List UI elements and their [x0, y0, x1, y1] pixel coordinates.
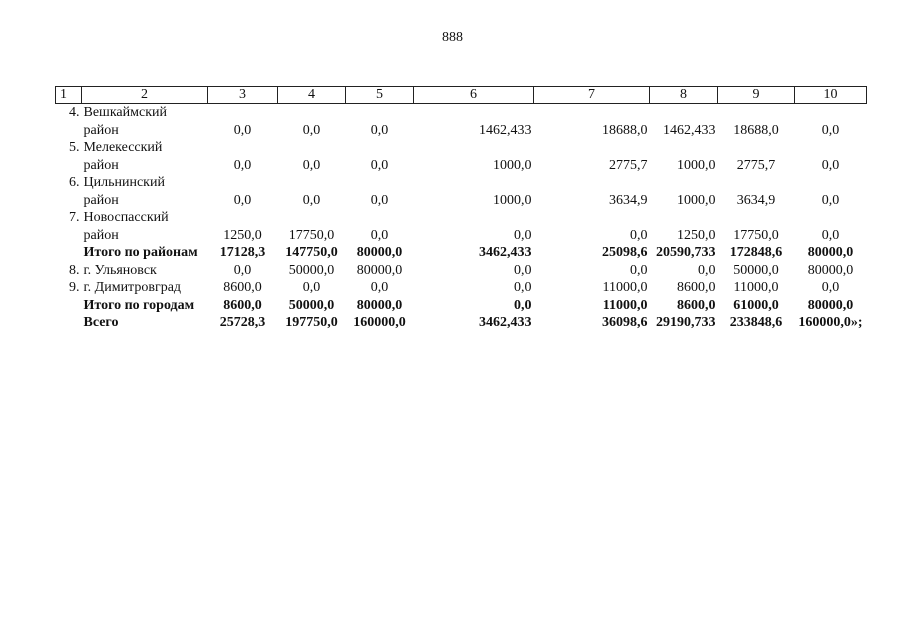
table-row — [56, 279, 867, 297]
value-cell: 8600,0 — [223, 280, 262, 295]
value-cell: 0,0 — [821, 280, 840, 295]
value-cell — [414, 174, 534, 192]
row-number: 4. — [69, 105, 80, 120]
table-row — [56, 174, 867, 192]
value-cell: 0,0 — [233, 262, 252, 278]
value-cell: 20590,733 — [656, 245, 716, 260]
value-cell: 18688,0 — [602, 122, 648, 138]
value-cell: 3634,9 — [609, 192, 648, 208]
page-number: 888 — [442, 30, 463, 45]
value-cell: 80000,0 — [807, 297, 854, 313]
value-cell: 11000,0 — [602, 280, 648, 295]
header-cell: 10 — [795, 87, 867, 104]
table-row — [56, 262, 867, 280]
value-cell — [795, 174, 867, 192]
value-cell: 0,0 — [514, 227, 532, 243]
value-cell — [650, 174, 718, 192]
value-cell — [718, 104, 795, 122]
value-cell: 1000,0 — [677, 157, 716, 173]
value-cell: 29190,733 — [656, 315, 716, 330]
value-cell: 0,0 — [302, 157, 321, 173]
value-cell — [208, 209, 278, 227]
value-cell — [346, 104, 414, 122]
value-cell: 17750,0 — [288, 227, 335, 243]
value-cell: 0,0 — [370, 157, 389, 173]
table-row — [56, 244, 867, 262]
row-number — [56, 122, 82, 140]
value-cell: 0,0 — [821, 157, 840, 173]
value-cell — [650, 104, 718, 122]
value-cell: 17750,0 — [733, 227, 779, 243]
value-cell: 1000,0 — [677, 192, 716, 208]
row-number — [56, 157, 82, 175]
value-cell: 1462,433 — [479, 122, 532, 138]
value-cell: 160000,0»; — [798, 315, 863, 330]
row-number — [56, 227, 82, 245]
row-name: Вешкаймский — [83, 105, 167, 120]
value-cell: 1250,0 — [223, 227, 262, 243]
value-cell: 0,0 — [302, 192, 321, 208]
value-cell — [414, 139, 534, 157]
row-name: Итого по районам — [83, 245, 198, 260]
value-cell: 147750,0 — [285, 245, 338, 260]
value-cell — [718, 139, 795, 157]
value-cell: 233848,6 — [729, 315, 783, 330]
header-cell: 8 — [650, 87, 718, 104]
header-cell: 9 — [718, 87, 795, 104]
header-cell: 3 — [208, 87, 278, 104]
value-cell: 0,0 — [821, 122, 840, 138]
header-cell: 5 — [346, 87, 414, 104]
value-cell: 1000,0 — [493, 157, 532, 173]
row-name: Итого по городам — [83, 297, 195, 313]
value-cell — [718, 209, 795, 227]
row-name: Новоспасский — [83, 210, 169, 225]
value-cell: 25098,6 — [602, 245, 648, 260]
row-number — [56, 314, 82, 332]
value-cell: 11000,0 — [733, 280, 779, 295]
value-cell: 160000,0 — [353, 315, 406, 330]
row-number: 9. — [69, 280, 80, 295]
row-number: 5. — [69, 140, 80, 155]
value-cell — [718, 174, 795, 192]
value-cell: 18688,0 — [733, 122, 779, 138]
row-number: 6. — [69, 175, 80, 190]
value-cell: 0,0 — [630, 227, 648, 243]
value-cell — [650, 139, 718, 157]
row-name: Мелекесский — [83, 140, 163, 155]
value-cell: 80000,0 — [356, 245, 403, 260]
row-name: район — [83, 122, 119, 138]
value-cell: 172848,6 — [729, 245, 783, 260]
value-cell: 0,0 — [370, 227, 389, 243]
table-body — [56, 104, 867, 332]
value-cell — [208, 139, 278, 157]
value-cell: 50000,0 — [288, 297, 335, 313]
value-cell — [278, 104, 346, 122]
table-row — [56, 139, 867, 157]
row-number — [56, 244, 82, 262]
value-cell — [795, 139, 867, 157]
table-row — [56, 297, 867, 315]
header-cell: 4 — [278, 87, 346, 104]
value-cell: 50000,0 — [288, 262, 335, 278]
value-cell: 11000,0 — [602, 297, 648, 313]
value-cell: 0,0 — [821, 227, 840, 243]
table-row — [56, 122, 867, 140]
row-number: 8. — [69, 262, 80, 278]
value-cell: 1250,0 — [677, 227, 716, 243]
value-cell: 3634,9 — [736, 192, 776, 208]
value-cell: 1462,433 — [663, 122, 716, 138]
row-number: 7. — [69, 210, 80, 225]
header-cell: 1 — [56, 87, 82, 104]
row-name: Всего — [83, 315, 119, 330]
value-cell: 1000,0 — [493, 192, 532, 208]
value-cell: 0,0 — [302, 280, 321, 295]
value-cell: 80000,0 — [356, 262, 403, 278]
value-cell — [346, 174, 414, 192]
value-cell — [346, 209, 414, 227]
value-cell: 50000,0 — [733, 262, 779, 278]
header-cell: 7 — [534, 87, 650, 104]
value-cell — [414, 104, 534, 122]
table-row — [56, 227, 867, 245]
table-row — [56, 157, 867, 175]
value-cell — [278, 139, 346, 157]
value-cell: 0,0 — [233, 122, 252, 138]
value-cell: 0,0 — [514, 280, 532, 295]
row-name: район — [83, 157, 119, 173]
value-cell: 0,0 — [370, 192, 389, 208]
value-cell: 0,0 — [630, 262, 648, 278]
value-cell — [534, 104, 650, 122]
header-cell: 2 — [82, 87, 208, 104]
value-cell: 0,0 — [233, 192, 252, 208]
value-cell — [534, 174, 650, 192]
table-row — [56, 192, 867, 210]
value-cell: 3462,433 — [479, 245, 532, 260]
value-cell: 0,0 — [821, 192, 840, 208]
value-cell: 2775,7 — [736, 157, 776, 173]
value-cell — [795, 104, 867, 122]
row-name: район — [83, 227, 119, 243]
table-header-row — [56, 87, 867, 104]
value-cell: 0,0 — [233, 157, 252, 173]
value-cell — [208, 104, 278, 122]
value-cell: 0,0 — [370, 280, 389, 295]
row-name: Цильнинский — [83, 175, 165, 190]
row-number — [56, 297, 82, 315]
value-cell — [650, 209, 718, 227]
value-cell — [795, 209, 867, 227]
value-cell: 80000,0 — [807, 262, 854, 278]
budget-table — [55, 86, 867, 332]
value-cell: 0,0 — [302, 122, 321, 138]
row-name: г. Ульяновск — [83, 262, 157, 278]
header-cell: 6 — [414, 87, 534, 104]
value-cell: 36098,6 — [602, 315, 648, 330]
value-cell: 0,0 — [370, 122, 389, 138]
value-cell — [414, 209, 534, 227]
value-cell: 61000,0 — [733, 297, 779, 313]
value-cell: 197750,0 — [285, 315, 338, 330]
value-cell: 0,0 — [514, 297, 532, 313]
value-cell: 2775,7 — [609, 157, 648, 173]
value-cell: 80000,0 — [807, 245, 854, 260]
row-name: район — [83, 192, 119, 208]
value-cell: 0,0 — [514, 262, 532, 278]
table-row — [56, 104, 867, 122]
value-cell: 8600,0 — [677, 297, 716, 313]
value-cell: 8600,0 — [223, 297, 262, 313]
value-cell: 0,0 — [698, 262, 716, 278]
value-cell: 3462,433 — [479, 315, 532, 330]
value-cell — [346, 139, 414, 157]
value-cell: 8600,0 — [677, 280, 716, 295]
value-cell — [208, 174, 278, 192]
value-cell: 80000,0 — [356, 297, 403, 313]
value-cell: 25728,3 — [219, 315, 266, 330]
value-cell — [278, 209, 346, 227]
row-number — [56, 192, 82, 210]
value-cell — [278, 174, 346, 192]
row-name: г. Димитровград — [83, 280, 182, 295]
value-cell — [534, 139, 650, 157]
value-cell: 17128,3 — [219, 245, 266, 260]
value-cell — [534, 209, 650, 227]
table-row — [56, 209, 867, 227]
table-row — [56, 314, 867, 332]
